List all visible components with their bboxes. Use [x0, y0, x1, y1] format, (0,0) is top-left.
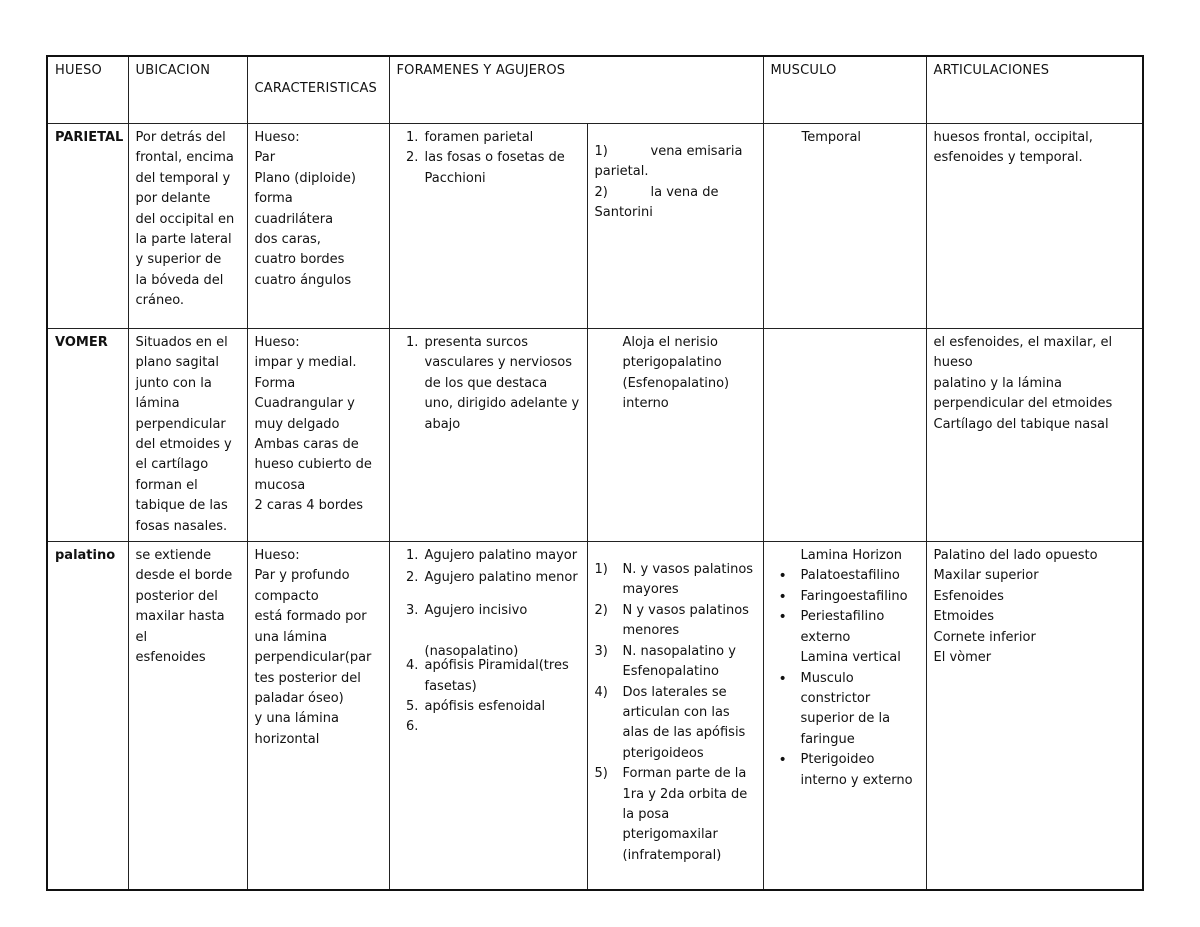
header-musculo: MUSCULO: [763, 56, 926, 124]
foramen-item: 1. foramen parietal: [423, 128, 580, 148]
musculo-item: • Musculo constrictor superior de la faringue: [801, 669, 919, 751]
foramen-item: 3. Agujero incisivo (nasopalatino): [423, 601, 580, 662]
articulaciones-cell: Palatino del lado opuesto Maxilar superior Esfenoides Etmoides Cornete inferior El vòmer: [926, 542, 1143, 890]
contenido-line: parietal.: [594, 164, 649, 180]
table-row-parietal: [47, 124, 1143, 329]
caracteristicas-cell: Hueso: Par y profundo compacto está formado por una lámina perpendicular(par tes posterior del paladar óseo) y una lámina horizontal: [247, 542, 389, 890]
bone-name: PARIETAL: [47, 124, 128, 329]
musculo-item: • Pterigoideo interno y externo: [801, 750, 919, 791]
musculo-item: • Faringoestafilino: [801, 587, 919, 607]
contenido-item: 3) N. nasopalatino y Esfenopalatino: [594, 643, 736, 680]
contenido-cell: [587, 542, 763, 890]
bones-table: [46, 55, 1144, 891]
contenido-item: 4) Dos laterales se articulan con las alas de las apófisis pterigoideos: [594, 684, 746, 761]
header-hueso: HUESO: [47, 56, 128, 124]
contenido-line: Santorini: [594, 205, 653, 221]
bone-name: VOMER: [47, 329, 128, 542]
contenido-cell: Aloja el nerisio pterigopalatino (Esfenopalatino) interno: [587, 329, 763, 542]
contenido-line: 2) la vena de: [594, 184, 719, 200]
musculo-item: Lamina vertical: [800, 650, 901, 666]
bone-name: palatino: [47, 542, 128, 890]
header-row: [47, 56, 1143, 124]
musculo-cell: Temporal: [763, 124, 926, 329]
musculo-item: • Palatoestafilino: [801, 566, 919, 586]
table-row-vomer: [47, 329, 1143, 542]
ubicacion-cell: Situados en el plano sagital junto con la lámina perpendicular del etmoides y el cartílago forman el tabique de las fosas nasales.: [128, 329, 247, 542]
foramen-item: [423, 717, 580, 737]
foramen-item: 2. Agujero palatino menor: [423, 568, 580, 588]
caracteristicas-cell: Hueso: Par Plano (diploide) forma cuadrilátera dos caras, cuatro bordes cuatro ángulos: [247, 124, 389, 329]
foramen-item: 4. apófisis Piramidal(tres fasetas): [423, 656, 580, 697]
contenido-item: 2) N y vasos palatinos menores: [594, 602, 749, 639]
header-articulaciones: ARTICULACIONES: [926, 56, 1143, 124]
foramenes-cell: [389, 124, 587, 329]
caracteristicas-cell: Hueso: impar y medial. Forma Cuadrangular y muy delgado Ambas caras de hueso cubierto de mucosa 2 caras 4 bordes: [247, 329, 389, 542]
contenido-cell: [587, 124, 763, 329]
musculo-cell: [763, 542, 926, 890]
foramen-item: 5. apófisis esfenoidal: [423, 697, 580, 717]
articulaciones-cell: huesos frontal, occipital, esfenoides y temporal.: [926, 124, 1143, 329]
header-ubicacion: UBICACION: [128, 56, 247, 124]
contenido-item: 5) Forman parte de la 1ra y 2da orbita de la posa pterigomaxilar (infratemporal): [594, 766, 748, 863]
header-foramenes: FORAMENES Y AGUJEROS: [389, 56, 763, 124]
musculo-item: • Periestafilino externo: [801, 607, 919, 648]
ubicacion-cell: se extiende desde el borde posterior del maxilar hasta el esfenoides: [128, 542, 247, 890]
musculo-cell: [763, 329, 926, 542]
foramen-item: 1. presenta surcos vasculares y nerviosos de los que destaca uno, dirigido adelante y abajo: [423, 333, 580, 435]
foramen-item: 2. las fosas o fosetas de Pacchioni: [423, 148, 580, 189]
foramenes-cell: [389, 329, 587, 542]
foramenes-cell: [389, 542, 587, 890]
contenido-line: 1) vena emisaria: [594, 144, 743, 159]
articulaciones-cell: el esfenoides, el maxilar, el hueso palatino y la lámina perpendicular del etmoides Cartílago del tabique nasal: [926, 329, 1143, 542]
header-caracteristicas: CARACTERISTICAS: [247, 56, 389, 124]
foramen-item: 1. Agujero palatino mayor: [423, 546, 580, 566]
contenido-item: 1) N. y vasos palatinos mayores: [594, 562, 754, 598]
musculo-item: Lamina Horizon: [800, 548, 903, 564]
ubicacion-cell: Por detrás del frontal, encima del temporal y por delante del occipital en la parte lateral y superior de la bóveda del cráneo.: [128, 124, 247, 329]
table-row-palatino: [47, 542, 1143, 890]
